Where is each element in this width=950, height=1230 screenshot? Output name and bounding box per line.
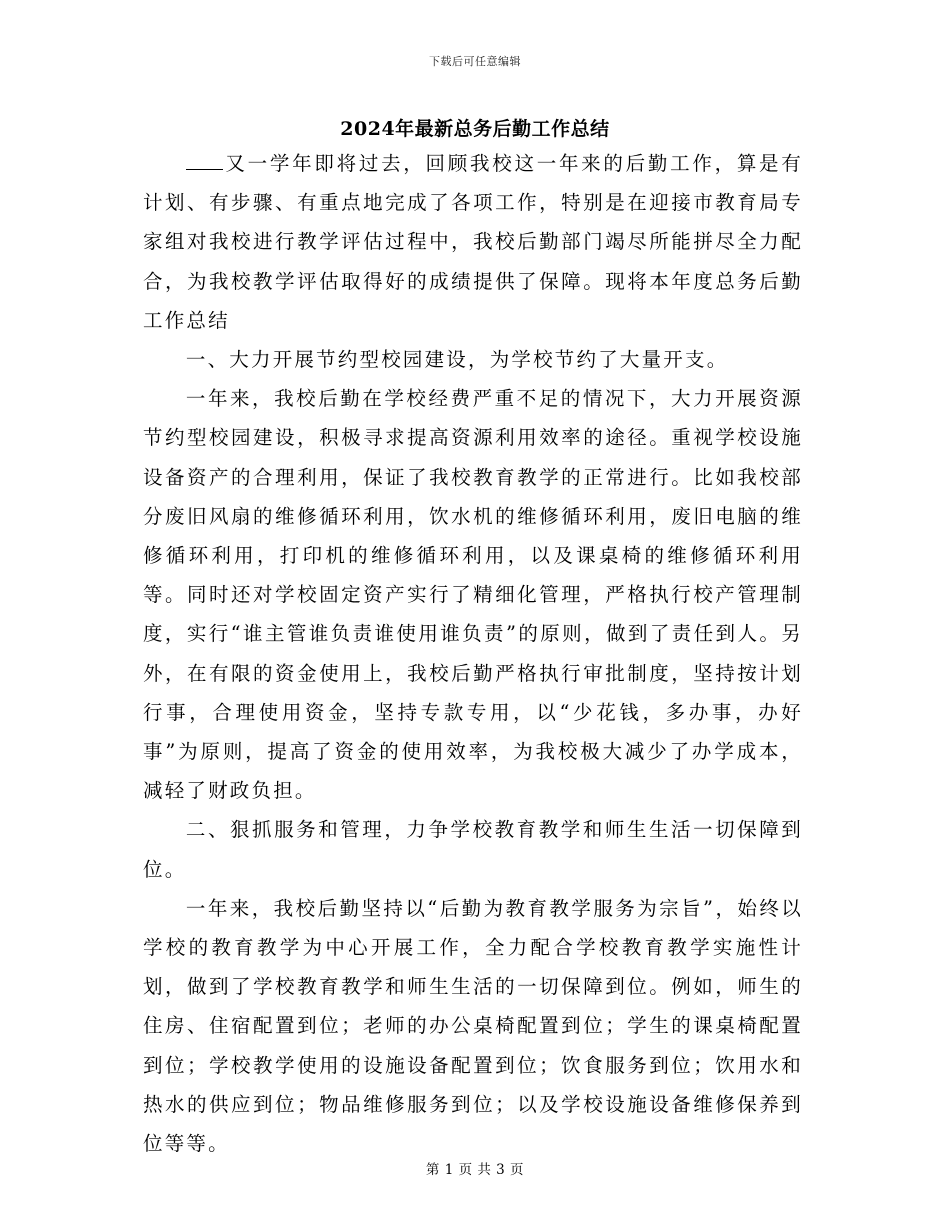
paragraph-section-1: 一年来，我校后勤在学校经费严重不足的情况下，大力开展资源节约型校园建设，积极寻求提高资源利用效率的途径。重视学校设施设备资产的合理利用，保证了我校教育教学的正常进行。比如我校部分废旧风扇的维修循环利用，饮水机的维修循环利用，废旧电脑的维修循环利用，打印机的维修循环利用，以及课桌椅的维修循环利用等。同时还对学校固定资产实行了精细化管理，严格执行校产管理制度，实行“谁主管谁负责谁使用谁负责”的原则，做到了责任到人。另外，在有限的资金使用上，我校后勤严格执行审批制度，坚持按计划行事，合理使用资金，坚持专款专用，以“少花钱，多办事，办好事”为原则，提高了资金的使用效率，为我校极大减少了办学成本，减轻了财政负担。 — [143, 387, 803, 803]
paragraph-intro-text: 又一学年即将过去，回顾我校这一年来的后勤工作，算是有计划、有步骤、有重点地完成了各项工作，特别是在迎接市教育局专家组对我校进行教学评估过程中，我校后勤部门竭尽所能拼尽全力配合，为我校教学评估取得好的成绩提供了保障。现将本年度总务后勤工作总结 — [143, 152, 803, 332]
section-heading-2: 二、狠抓服务和管理，力争学校教育教学和师生生活一切保障到位。 — [143, 818, 803, 881]
section-heading-1: 一、大力开展节约型校园建设，为学校节约了大量开支。 — [185, 348, 729, 372]
paragraph-section-2: 一年来，我校后勤坚持以“后勤为教育教学服务为宗旨”，始终以学校的教育教学为中心开展工作，全力配合学校教育教学实施性计划，做到了学校教育教学和师生生活的一切保障到位。例如，师生的住房、住宿配置到位；老师的办公桌椅配置到位；学生的课桌椅配置到位；学校教学使用的设施设备配置到位；饮食服务到位；饮用水和热水的供应到位；物品维修服务到位；以及学校设施设备维修保养到位等等。 — [143, 896, 803, 1156]
paragraph-intro — [143, 144, 803, 340]
blank-underline — [186, 147, 223, 170]
header-note: 下载后可任意编辑 — [429, 55, 521, 68]
document-title: 2024年最新总务后勤工作总结 — [340, 118, 610, 140]
document-body — [143, 144, 803, 1163]
page-number: 第 1 页 共 3 页 — [425, 1162, 525, 1178]
